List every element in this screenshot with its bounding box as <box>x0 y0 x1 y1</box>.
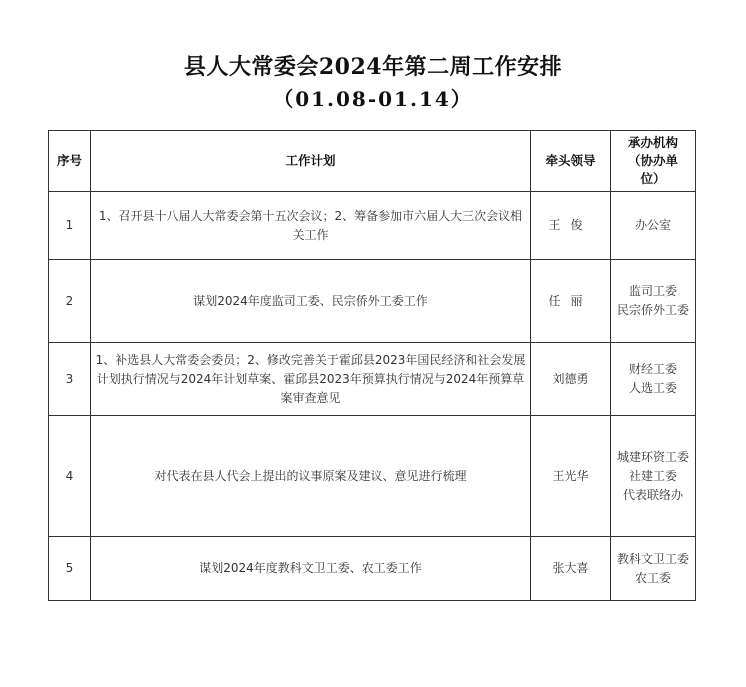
header-index: 序号 <box>49 131 91 192</box>
row-index: 2 <box>49 260 91 343</box>
schedule-table <box>48 130 696 601</box>
table-row <box>49 260 696 343</box>
row-plan: 谋划2024年度监司工委、民宗侨外工委工作 <box>91 260 531 343</box>
table-row <box>49 537 696 601</box>
row-organization <box>611 192 696 260</box>
table-row <box>49 343 696 416</box>
org-line: 农工委 <box>634 570 671 585</box>
org-line: 监司工委 <box>628 284 677 298</box>
row-plan: 谋划2024年度教科文卫工委、农工委工作 <box>91 537 531 601</box>
row-organization <box>611 537 696 601</box>
row-plan: 对代表在县人代会上提出的议事原案及建议、意见进行梳理 <box>91 416 531 537</box>
row-leader: 王光华 <box>531 416 611 537</box>
org-line: 教科文卫工委 <box>616 551 689 566</box>
org-line: 城建环资工委 <box>616 449 689 464</box>
header-organization <box>611 131 696 192</box>
row-organization <box>611 343 696 416</box>
row-leader: 任丽 <box>531 260 611 343</box>
row-index: 5 <box>49 537 91 601</box>
row-index: 3 <box>49 343 91 416</box>
org-line: 人选工委 <box>628 381 677 395</box>
header-plan: 工作计划 <box>91 131 531 192</box>
row-organization <box>611 260 696 343</box>
org-line: 财经工委 <box>628 362 677 376</box>
header-org-line-3: 位） <box>640 171 666 186</box>
org-line: 民宗侨外工委 <box>616 303 689 317</box>
row-index: 4 <box>49 416 91 537</box>
header-org-line-1: 承办机构 <box>627 135 678 150</box>
org-line: 社建工委 <box>628 468 677 483</box>
org-line: 代表联络办 <box>622 487 683 502</box>
header-org-line-2: （协办单 <box>627 153 678 168</box>
date-range-subtitle: （01.08-01.14） <box>273 87 473 111</box>
table-header-row <box>49 131 696 192</box>
org-line: 办公室 <box>634 218 671 232</box>
table-row <box>49 192 696 260</box>
table-row <box>49 416 696 537</box>
row-plan: 1、召开县十八届人大常委会第十五次会议；2、筹备参加市六届人大三次会议相关工作 <box>91 192 531 260</box>
row-index: 1 <box>49 192 91 260</box>
row-plan: 1、补选县人大常委会委员；2、修改完善关于霍邱县2023年国民经济和社会发展计划执行情况与2024年计划草案、霍邱县2023年预算执行情况与2024年预算草案审查意见 <box>91 343 531 416</box>
row-leader: 王俊 <box>531 192 611 260</box>
row-organization <box>611 416 696 537</box>
row-leader: 刘德勇 <box>531 343 611 416</box>
row-leader: 张大喜 <box>531 537 611 601</box>
header-leader: 牵头领导 <box>531 131 611 192</box>
page-title: 县人大常委会2024年第二周工作安排 <box>183 54 563 80</box>
